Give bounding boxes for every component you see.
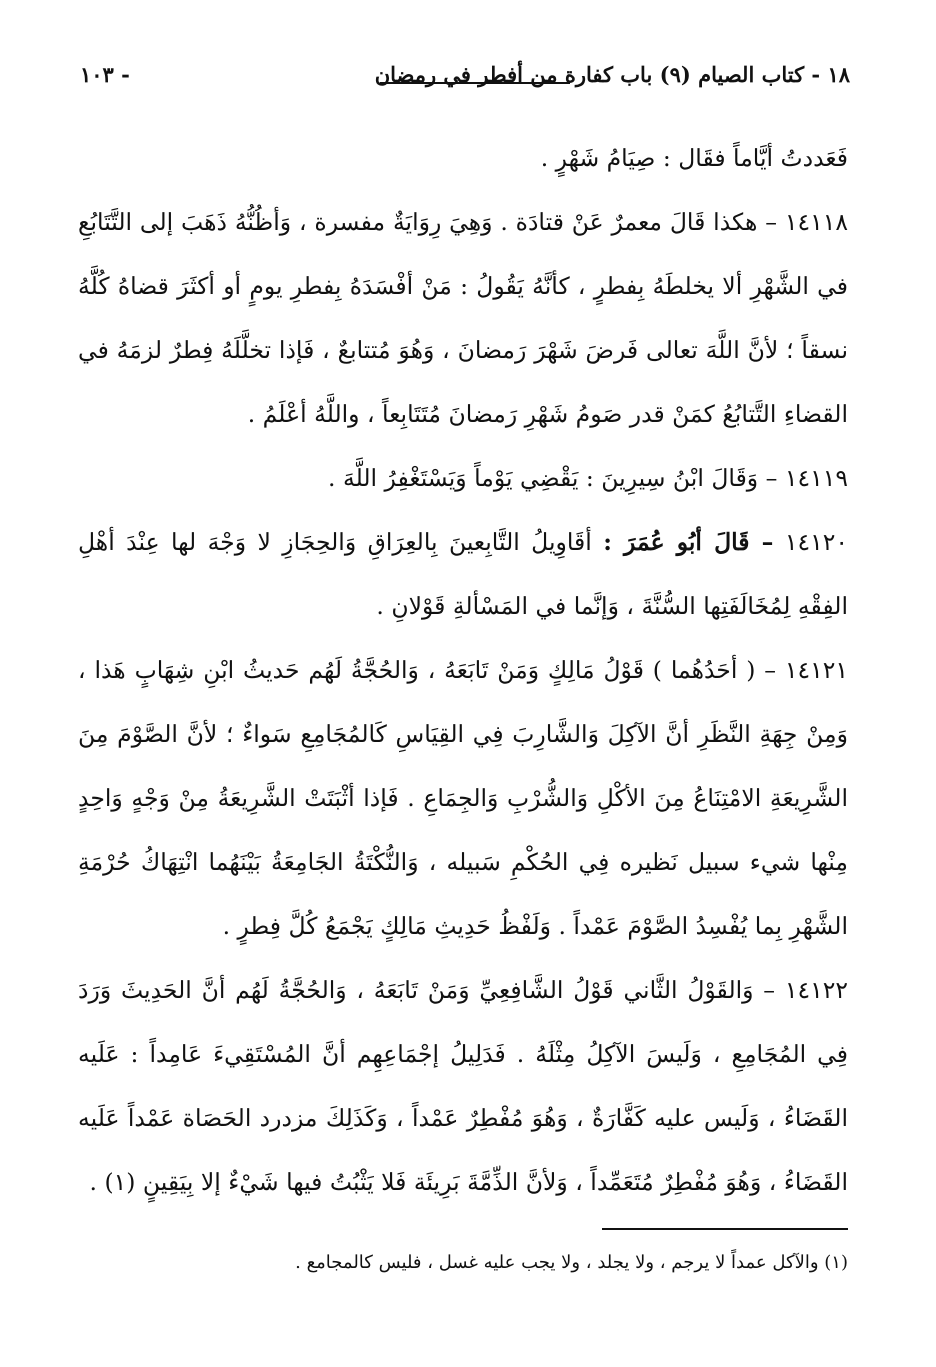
paragraph-14121	[78, 638, 848, 958]
running-header	[80, 58, 850, 98]
header-rule	[380, 82, 570, 84]
paragraph-14120	[78, 510, 848, 638]
paragraph-14119	[78, 446, 848, 510]
paragraph-number: ١٤١٢٢	[784, 976, 848, 1004]
paragraph-text: – ( أحَدُهُما ) قَوْلُ مَالِكٍ وَمَنْ تَابَعَهُ ، وَالحُجَّةُ لَهُم حَديثُ ابْنِ شِهَابٍ هَذا ، وَمِنْ جِهَةِ النَّظَرِ أنَّ الآكِلَ وَالشَّارِبَ فِي القِيَاسِ كَالمُجَامِعِ سَواءٌ ؛ لأنَّ الصَّوْمَ مِنَ الشَّرِيعَةِ الامْتِنَاعُ مِنَ الأكْلِ وَالشُّرْبِ وَالجِمَاعِ . فَإذا أثْبَتَتْ الشَّرِيعَةُ مِنْ وَجْهٍ وَاحِدٍ مِنْها شيء سبيل نَظيره فِي الحُكْمِ سَبيله ، وَالنُّكْتَةُ الجَامِعَةُ بَيْنَهُما انْتِهَاكُ حُرْمَةِ الشَّهْرِ بِما يُفْسِدُ الصَّوْمَ عَمْداً . وَلَفْظُ حَدِيثِ مَالِكٍ يَجْمَعُ كُلَّ فِطرٍ .	[78, 656, 848, 940]
paragraph-number: ١٤١١٨	[784, 208, 848, 236]
main-text	[78, 126, 848, 1214]
header-title: ١٨ - كتاب الصيام (٩) باب كفارة من أفطر في رمضان	[374, 62, 850, 87]
footnote: (١) والآكل عمداً لا يرجم ، ولا يجلد ، ولا يجب عليه غسل ، فليس كالمجامع .	[295, 1252, 848, 1273]
paragraph-continuation	[78, 126, 848, 190]
paragraph-text: – وَالقَوْلُ الثَّاني قَوْلُ الشَّافِعِيِّ وَمَنْ تَابَعَهُ ، وَالحُجَّةُ لَهُم أنَّ الحَدِيثَ وَرَدَ فِي المُجَامِعِ ، وَلَيسَ الآكِلُ مِثْلَهُ . فَدَلِيلُ إجْمَاعِهِم أنَّ المُسْتَقِيءَ عَامِداً : عَلَيه القَضَاءُ ، وَلَيس عليه كَفَّارَةٌ ، وَهُوَ مُفْطِرٌ عَمْداً ، وَكَذَلِكَ مزدرد الحَصَاة عَمْداً عَلَيه القَضَاءُ ، وَهُوَ مُفْطِرٌ مُتَعَمِّداً ، وَلأنَّ الذِّمَّةَ بَرِيئَة فَلا يَثْبُتُ فيها شَيْءٌ إلا بِيَقِينٍ (١) .	[78, 976, 848, 1196]
paragraph-14122	[78, 958, 848, 1214]
paragraph-text: – وَقَالَ ابْنُ سِيرِينَ : يَقْضِي يَوْماً وَيَسْتَغْفِرُ اللَّهَ .	[328, 464, 778, 492]
paragraph-number: ١٤١٢٠	[784, 528, 848, 556]
page-number: - ١٠٣	[80, 62, 130, 87]
paragraph-number: ١٤١٢١	[784, 656, 848, 684]
paragraph-number: ١٤١١٩	[784, 464, 848, 492]
paragraph-text: أقَاوِيلُ التَّابِعينَ بِالعِرَاقِ وَالحِجَازِ لا وَجْهَ لها عِنْدَ أهْلِ الفِقْهِ لِمُخَالَفَتِها السُّنَّةَ ، وَإنَّما في المَسْألةِ قَوْلانِ .	[78, 528, 848, 620]
footnote-rule	[602, 1228, 848, 1230]
paragraph-text: فَعَددتُ أيَّاماً فقَال : صِيَامُ شَهْرٍ .	[540, 144, 848, 172]
paragraph-14118	[78, 190, 848, 446]
speaker-label: – قَالَ أبُو عُمَرَ :	[603, 528, 774, 556]
paragraph-text: – هكذا قَالَ معمرٌ عَنْ قتادَة . وَهِيَ رِوَايَةٌ مفسرة ، وَأظُنُّهُ ذَهَبَ إلى التَّتَابُعِ في الشَّهْرِ ألا يخلطَهُ بِفطرٍ ، كأنَّهُ يَقُولُ : مَنْ أفْسَدَهُ بِفطرِ يومٍ أو أكثَرَ قضاهُ كُلَّهُ نسقاً ؛ لأنَّ اللَّهَ تعالى فَرضَ شَهْرَ رَمضانَ ، وَهُوَ مُتتابعٌ ، فَإذا تخلَّلَهُ فِطرٌ لزمَهُ في القضاءِ التَّتابُعُ كمَنْ قدر صَومُ شَهْرِ رَمضانَ مُتَتَابِعاً ، واللَّهُ أعْلَمُ .	[78, 208, 848, 428]
